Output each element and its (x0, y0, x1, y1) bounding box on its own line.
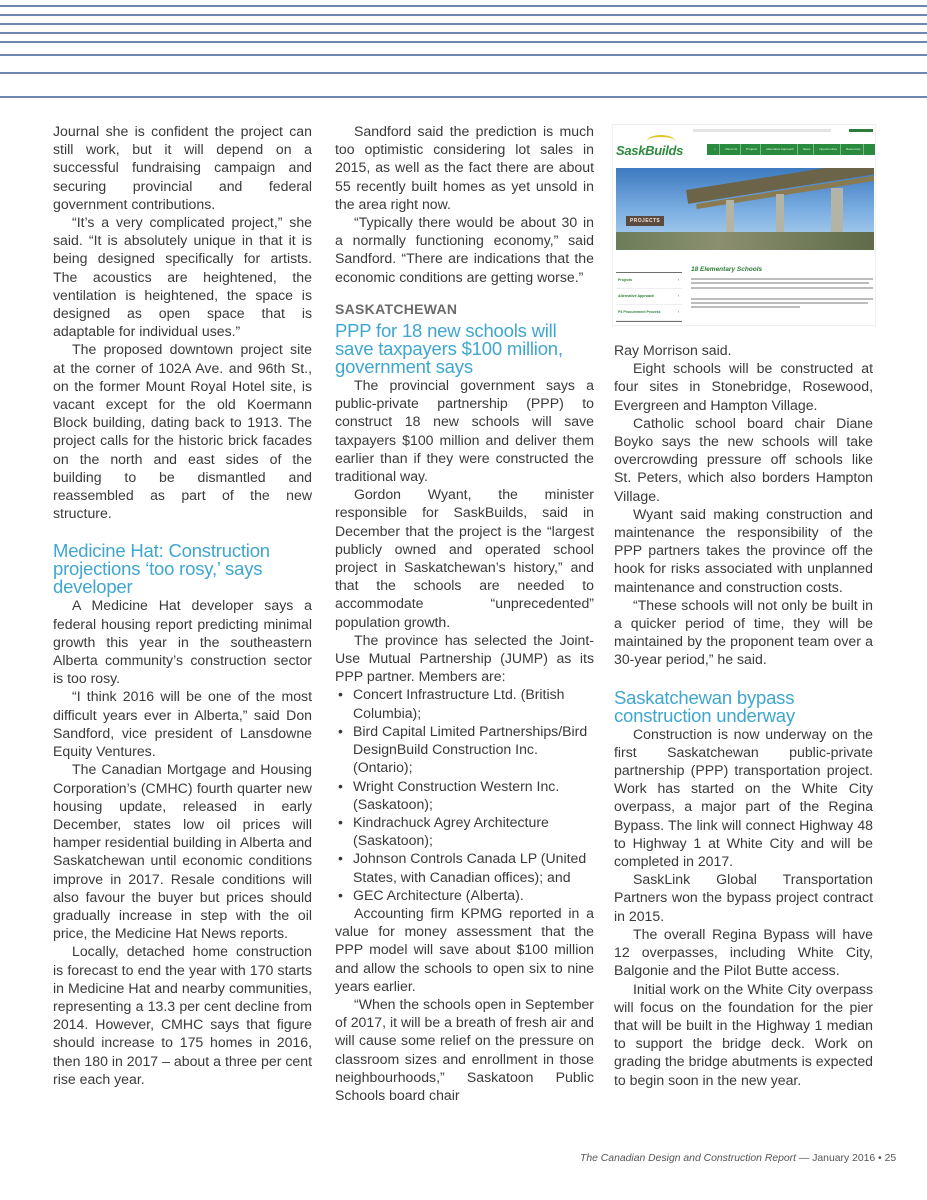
issue-date: January 2016 (812, 1153, 876, 1164)
body-paragraph: Journal she is confident the project can still work, but it will depend on a successful fundraising campaign and securing provincial and federal government contributions. (53, 123, 312, 212)
list-item: • Concert Infrastructure Ltd. (British Columbia); (335, 685, 594, 721)
nav-item: Alternative Approach (763, 144, 798, 155)
body-paragraph: Initial work on the White City overpass will focus on the foundation for the pier that will be built in the Highway 1 median to support the bridge deck. Work on grading the bridge abutments is expected to begin soon in the new year. (614, 980, 873, 1088)
page-number: 25 (884, 1153, 897, 1164)
header-rule (0, 96, 927, 98)
body-paragraph: The overall Regina Bypass will have 12 overpasses, including White City, Balgonie and the Pilot Butte access. (614, 925, 873, 979)
article-headline-ppp-schools: PPP for 18 new schools will save taxpayers $100 million, government says (335, 320, 563, 378)
hero-bridge-image (616, 168, 874, 250)
site-body-text (691, 278, 873, 311)
nav-item: Resources (843, 144, 864, 155)
site-nav (707, 144, 875, 155)
body-paragraph: “It’s a very complicated project,” she said. “It is absolutely unique in that it is being designed specifically for artists. The acoustics are heightened, the ventilation is heightened, the space is designed as open space that is adaptable for individual uses.” (53, 214, 312, 340)
column-3 (614, 341, 873, 1089)
body-paragraph: SaskLink Global Transportation Partners won the bypass project contract in 2015. (614, 871, 873, 924)
header-rule (0, 32, 927, 34)
body-paragraph: The provincial government says a public-private partnership (PPP) to construct 18 new schools will save taxpayers $100 million and deliver them earlier than if they were constructed the traditional way. (335, 377, 594, 485)
site-sidebar (616, 272, 682, 322)
body-paragraph: The Canadian Mortgage and Housing Corporation’s (CMHC) fourth quarter new housing update, released in early December, states low oil prices will hamper residential building in Alberta and Saskatchewan until economic conditions improve in 2017. Resale conditions will also favour the buyer but prices should gradually increase in step with the oil price, the Medicine Hat News reports. (53, 761, 312, 942)
publication-name: The Canadian Design and Construction Report (580, 1153, 797, 1164)
body-paragraph: “I think 2016 will be one of the most difficult years ever in Alberta,” said Don Sandford, vice president of Lansdowne Equity Ventures. (53, 688, 312, 760)
body-paragraph: The province has selected the Joint-Use Mutual Partnership (JUMP) as its PPP partner. Members are: (335, 631, 594, 685)
chevron-right-icon: › (677, 278, 679, 282)
article-headline-medicine-hat: Medicine Hat: Construction projections ‘too rosy,’ says developer (53, 540, 270, 598)
footer-separator: — (796, 1153, 813, 1164)
search-bar (693, 129, 831, 132)
jump-members-list (335, 685, 594, 903)
nav-item: Opportunities (816, 144, 841, 155)
body-paragraph: Eight schools will be constructed at four sites in Stonebridge, Rosewood, Evergreen and Hampton Village. (614, 360, 873, 413)
saskbuilds-logo: SaskBuilds (616, 143, 684, 158)
header-rule (0, 14, 927, 16)
ground (616, 232, 874, 250)
article-headline-bypass: Saskatchewan bypass construction underway (614, 686, 795, 726)
header-rule (0, 23, 927, 25)
sidebar-item: Projects › (616, 273, 682, 289)
header-rule (0, 5, 927, 7)
body-paragraph: Sandford said the prediction is much too optimistic considering lot sales in 2015, as well as the fact there are about 55 recently built homes as yet unsold in the area right now. (335, 123, 594, 212)
body-paragraph: Accounting firm KPMG reported in a value for money assessment that the PPP model will save about $100 million and allow the schools to open six to nine years earlier. (335, 904, 594, 994)
header-rule (0, 72, 927, 74)
sidebar-item: P3 Procurement Process › (616, 305, 682, 321)
section-kicker: SASKATCHEWAN (335, 300, 458, 317)
nav-item: About Us (722, 144, 741, 155)
sidebar-item: Alternative Approach › (616, 289, 682, 305)
home-icon: ⌂ (711, 144, 720, 155)
body-paragraph: The proposed downtown project site at the corner of 102A Ave. and 96th St., on the former Mount Royal Hotel site, is vacant except for the old Koermann Block building, dating back to 1913. The project calls for the historic brick facades on the north and east sides of the building to be dismantled and reassembled as part of the new structure. (53, 341, 312, 522)
list-item: • Bird Capital Limited Partnerships/Bird DesignBuild Construction Inc. (Ontario); (335, 722, 594, 777)
column-2 (335, 122, 594, 1104)
body-paragraph: Ray Morrison said. (614, 342, 732, 358)
body-paragraph: “Typically there would be about 30 in a normally functioning economy,” said Sandford. “There are indications that the economic conditions are getting worse.” (335, 214, 594, 285)
chevron-right-icon: › (677, 310, 679, 314)
body-paragraph: Construction is now underway on the first Saskatchewan public-private partnership (PPP) transportation project. Work has started on the White City overpass, a major part of the Regina Bypass. The link will connect Highway 48 to Highway 1 at White City and will be completed in 2017. (614, 725, 873, 870)
body-paragraph: A Medicine Hat developer says a federal housing report predicting minimal growth this year in the southeastern Alberta community’s construction sector is too rosy. (53, 597, 312, 687)
list-item: • GEC Architecture (Alberta). (335, 886, 594, 904)
nav-item: News (800, 144, 815, 155)
body-paragraph: “These schools will not only be built in a quicker period of time, they will be maintained by the proponent team over a 30-year period,” he said. (614, 596, 873, 668)
page-footer (580, 1153, 896, 1164)
list-item: • Johnson Controls Canada LP (United States, with Canadian offices); and (335, 849, 594, 885)
top-bar-accent (849, 129, 873, 132)
list-item: • Kindrachuck Agrey Architecture (Saskatoon); (335, 813, 594, 849)
body-paragraph: “When the schools open in September of 2017, it will be a breath of fresh air and will cause some relief on the pressure on classroom sizes and enrollment in those neighbourhoods,” Saskatoon Public Schools board chair (335, 995, 594, 1103)
saskbuilds-website-screenshot (612, 124, 876, 326)
body-paragraph: Gordon Wyant, the minister responsible for SaskBuilds, said in December that the project is the “largest publicly owned and operated school project in Saskatchewan’s history,” and that the schools are needed to accommodate “unprecedented” population growth. (335, 486, 594, 630)
list-item: • Wright Construction Western Inc. (Saskatoon); (335, 777, 594, 813)
header-rule (0, 41, 927, 43)
site-page-title: 18 Elementary Schools (691, 266, 763, 273)
header-rule (0, 54, 927, 56)
hero-label: PROJECTS (626, 216, 664, 226)
chevron-right-icon: › (677, 294, 679, 298)
column-1 (53, 122, 312, 1088)
body-paragraph: Wyant said making construction and maintenance the responsibility of the PPP partners takes the province off the hook for risks associated with unplanned maintenance and construction costs. (614, 505, 873, 595)
nav-item: Projects (743, 144, 761, 155)
body-paragraph: Locally, detached home construction is forecast to end the year with 170 starts in Medicine Hat and nearby communities, representing a 13.3 per cent decline from 2014. However, CMHC says that figure should increase to 175 homes in 2016, then 180 in 2017 – about a three per cent rise each year. (53, 943, 312, 1087)
body-paragraph: Catholic school board chair Diane Boyko says the new schools will take overcrowding pressure off schools like St. Peters, which also borders Hampton Village. (614, 414, 873, 504)
page-separator: • (875, 1153, 885, 1164)
